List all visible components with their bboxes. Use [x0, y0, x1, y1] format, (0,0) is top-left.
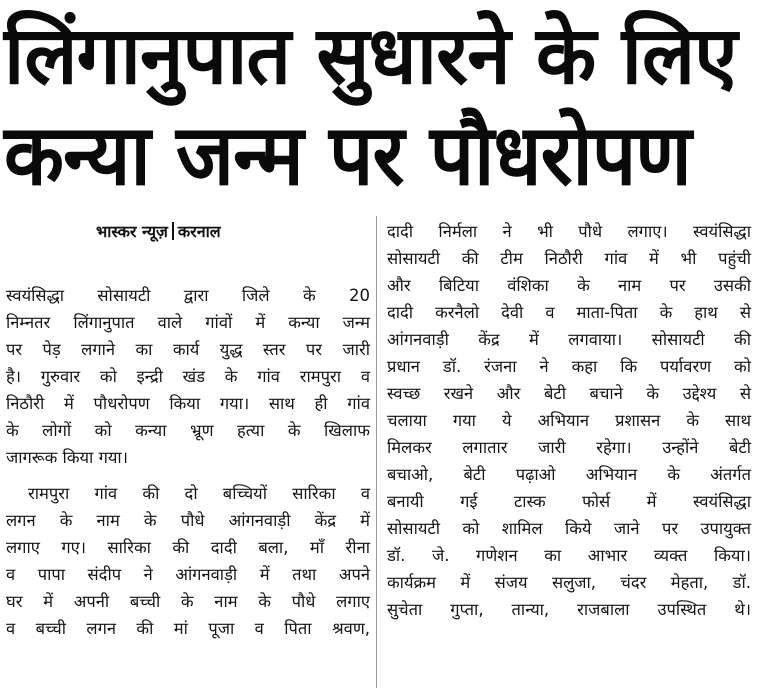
- text-line: बचाओ, बेटी पढ़ाओ अभियान के अंतर्गत: [387, 465, 751, 484]
- text-line: स्वच्छ रखने और बेटी बचाने के उद्देश्य से: [387, 384, 751, 403]
- text-line: मिलकर लगातार जारी रहेगा। उन्होंने बेटी: [387, 438, 751, 457]
- byline-city: करनाल: [177, 222, 221, 241]
- text-line: जागरूक किया गया।: [6, 448, 128, 467]
- text-line: व पापा संदीप ने आंगनवाड़ी में तथा अपने: [6, 565, 370, 584]
- column-divider: [376, 216, 377, 688]
- headline-line-1: लिंगानुपात सुधारने के लिए: [4, 9, 737, 102]
- text-line: सोसायटी की टीम निठौरी गांव में भी पहुंची: [387, 249, 751, 268]
- text-line: डॉ. जे. गणेशन का आभार व्यक्त किया।: [387, 546, 751, 565]
- text-line: कार्यक्रम में संजय सलुजा, चंदर मेहता, डॉ.: [387, 573, 751, 592]
- text-line: निठौरी में पौधरोपण किया गया। साथ ही गांव: [6, 394, 370, 413]
- text-line: और बिटिया वंशिका के नाम पर उसकी: [387, 276, 751, 295]
- paragraph-gap: [6, 471, 370, 480]
- text-line: आंगनवाड़ी केंद्र में लगवाया। सोसायटी की: [387, 330, 751, 349]
- text-line: पर पेड़ लगाने का कार्य युद्ध स्तर पर जारी: [6, 340, 370, 359]
- text-line: घर में अपनी बच्ची के नाम के पौधे लगाए: [6, 592, 370, 611]
- byline: [96, 218, 221, 246]
- text-line: निम्नतर लिंगानुपात वाले गांवों में कन्या जन्म: [6, 313, 370, 332]
- text-line: है। गुरुवार को इन्द्री खंड के गांव रामपुरा व: [6, 367, 370, 386]
- left-paragraph-1: [6, 282, 370, 471]
- text-line: चलाया गया ये अभियान प्रशासन के साथ: [387, 411, 751, 430]
- text-line: प्रधान डॉ. रंजना ने कहा कि पर्यावरण को: [387, 357, 751, 376]
- byline-separator: [172, 222, 174, 240]
- text-line: व बच्ची लगन की मां पूजा व पिता श्रवण,: [6, 619, 370, 638]
- text-line: बनायी गई टास्क फोर्स में स्वयंसिद्धा: [387, 492, 751, 511]
- text-line: के लोगों को कन्या भ्रूण हत्या के खिलाफ: [6, 421, 370, 440]
- headline-line-2: कन्या जन्म पर पौधरोपण: [4, 106, 691, 204]
- text-line: सुचेता गुप्ता, तान्या, राजबाला उपस्थित थे।: [387, 600, 751, 619]
- text-line: लगन के नाम के पौधे आंगनवाड़ी केंद्र में: [6, 511, 370, 530]
- text-line: दादी निर्मला ने भी पौधे लगाए। स्वयंसिद्धा: [387, 222, 751, 241]
- text-line: लगाए गए। सारिका की दादी बला, माँ रीना: [6, 538, 370, 557]
- left-paragraph-2: [6, 480, 370, 642]
- text-line: स्वयंसिद्धा सोसायटी द्वारा जिले के 20: [6, 286, 370, 305]
- text-line: सोसायटी को शामिल किये जाने पर उपायुक्त: [387, 519, 751, 538]
- byline-source: भास्कर न्यूज़: [96, 222, 168, 241]
- text-line: रामपुरा गांव की दो बच्चियों सारिका व: [28, 484, 370, 503]
- article-left-column: [6, 282, 370, 642]
- text-line: दादी करनैलो देवी व माता-पिता के हाथ से: [387, 303, 751, 322]
- article-right-column: [387, 218, 751, 623]
